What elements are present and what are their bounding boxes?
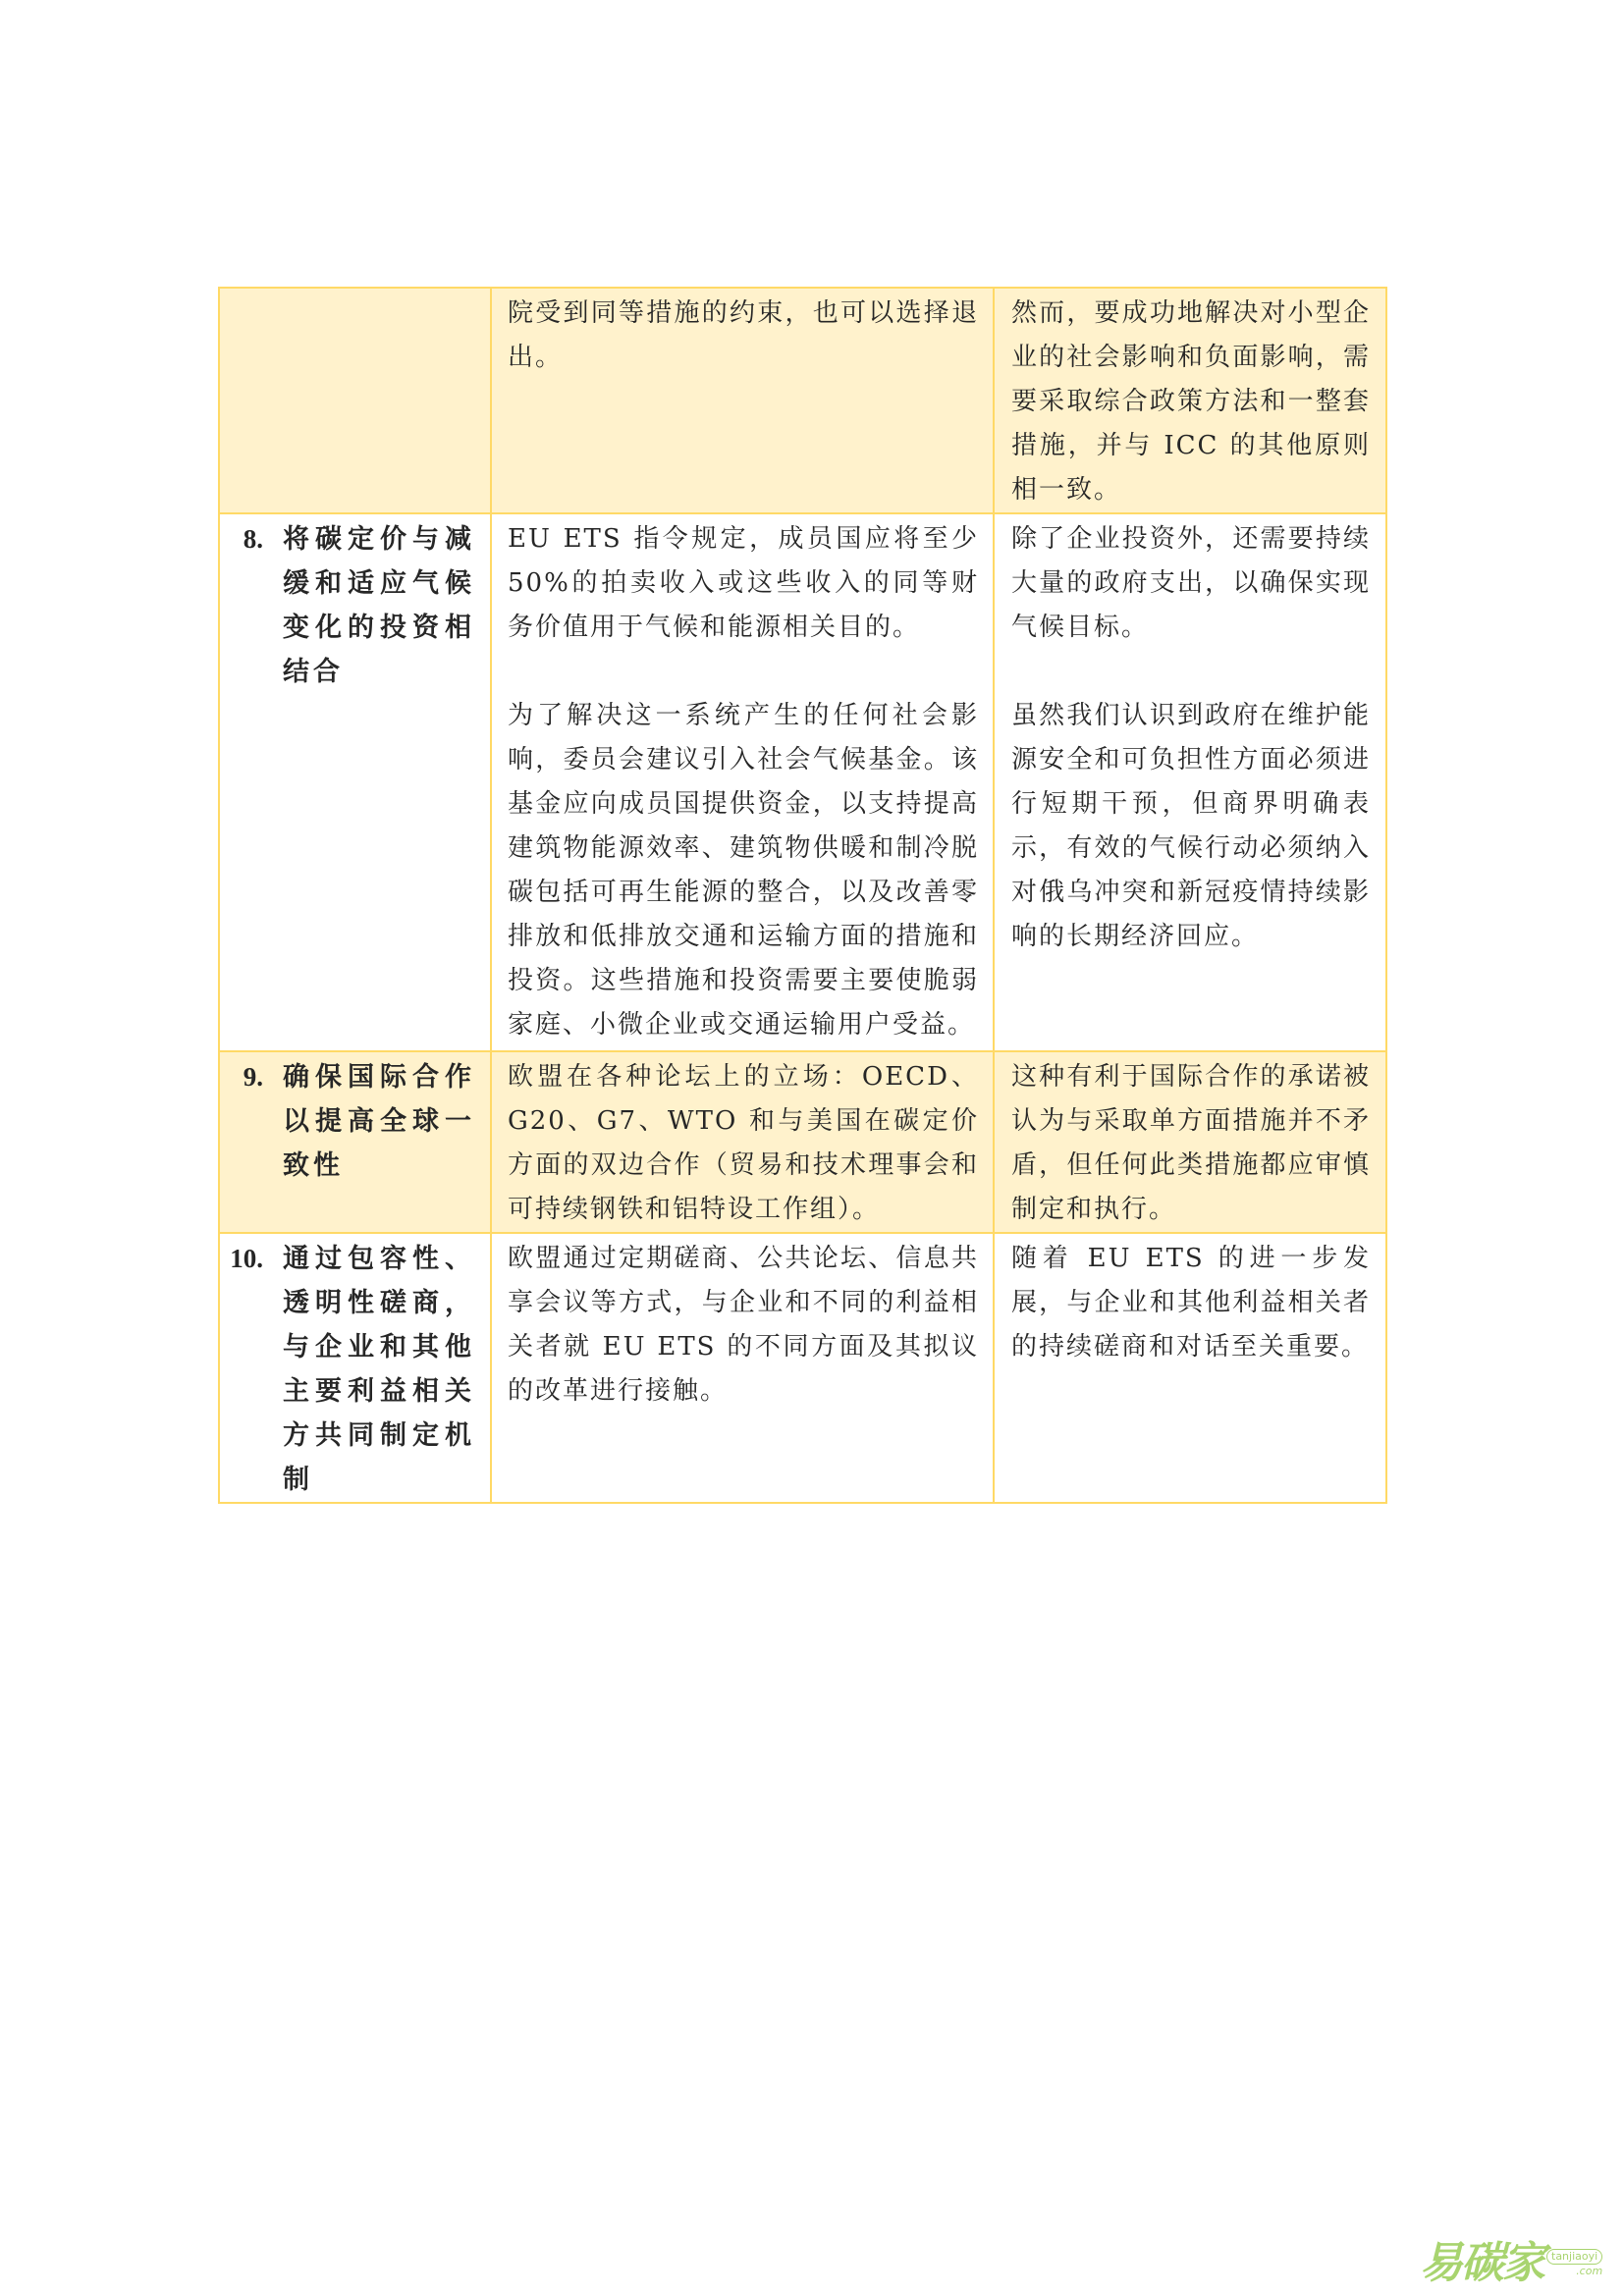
principle-cell bbox=[219, 513, 491, 1051]
principle-cell bbox=[219, 1233, 491, 1503]
principle-number: 9. bbox=[243, 1062, 263, 1092]
paragraph: 除了企业投资外，还需要持续大量的政府支出，以确保实现气候目标。 bbox=[1011, 524, 1371, 642]
comments-cell bbox=[994, 1051, 1386, 1233]
paragraph: 这种有利于国际合作的承诺被认为与采取单方面措施并不矛盾，但任何此类措施都应审慎制定和执行。 bbox=[1011, 1062, 1371, 1224]
measures-cell bbox=[491, 288, 994, 513]
watermark-domain: .com bbox=[1576, 2265, 1603, 2277]
principle-heading bbox=[224, 517, 473, 694]
table-row bbox=[219, 1051, 1386, 1233]
principle-title: 确保国际合作以提高全球一致性 bbox=[283, 1062, 475, 1181]
measures-cell bbox=[491, 513, 994, 1051]
principle-title: 通过包容性、透明性磋商，与企业和其他主要利益相关方共同制定机制 bbox=[283, 1244, 475, 1495]
principle-heading bbox=[224, 1237, 473, 1502]
principles-table bbox=[218, 287, 1387, 1504]
comments-cell bbox=[994, 513, 1386, 1051]
paragraph: 虽然我们认识到政府在维护能源安全和可负担性方面必须进行短期干预，但商界明确表示，有效的气候行动必须纳入对俄乌冲突和新冠疫情持续影响的长期经济回应。 bbox=[1011, 701, 1371, 951]
watermark-brand: 易碳家 bbox=[1420, 2238, 1543, 2288]
table-row bbox=[219, 513, 1386, 1051]
watermark-site-name: tanjiaoyi bbox=[1546, 2249, 1602, 2265]
principle-title: 将碳定价与减缓和适应气候变化的投资相结合 bbox=[283, 524, 475, 687]
table-row bbox=[219, 1233, 1386, 1503]
watermark-site bbox=[1546, 2249, 1602, 2278]
measures-cell bbox=[491, 1051, 994, 1233]
table-row bbox=[219, 288, 1386, 513]
watermark-logo bbox=[1420, 2236, 1612, 2291]
comments-cell bbox=[994, 1233, 1386, 1503]
comments-cell bbox=[994, 288, 1386, 513]
measures-cell bbox=[491, 1233, 994, 1503]
principle-cell bbox=[219, 1051, 491, 1233]
principle-number: 8. bbox=[243, 524, 263, 554]
principle-number: 10. bbox=[230, 1244, 263, 1273]
paragraph: 欧盟在各种论坛上的立场：OECD、G20、G7、WTO 和与美国在碳定价方面的双边合作（贸易和技术理事会和可持续钢铁和铝特设工作组）。 bbox=[508, 1062, 979, 1224]
paragraph: 然而，要成功地解决对小型企业的社会影响和负面影响，需要采取综合政策方法和一整套措施，并与 ICC 的其他原则相一致。 bbox=[1011, 298, 1371, 505]
principle-heading bbox=[224, 1055, 473, 1188]
principle-cell bbox=[219, 288, 491, 513]
paragraph: 院受到同等措施的约束，也可以选择退出。 bbox=[508, 298, 979, 372]
paragraph: EU ETS 指令规定，成员国应将至少 50%的拍卖收入或这些收入的同等财务价值用于气候和能源相关目的。 bbox=[508, 524, 979, 642]
paragraph: 随着 EU ETS 的进一步发展，与企业和其他利益相关者的持续磋商和对话至关重要。 bbox=[1011, 1244, 1371, 1362]
paragraph: 为了解决这一系统产生的任何社会影响，委员会建议引入社会气候基金。该基金应向成员国提供资金，以支持提高建筑物能源效率、建筑物供暖和制冷脱碳包括可再生能源的整合，以及改善零排放和低排放交通和运输方面的措施和投资。这些措施和投资需要主要使脆弱家庭、小微企业或交通运输用户受益。 bbox=[508, 701, 979, 1040]
paragraph: 欧盟通过定期磋商、公共论坛、信息共享会议等方式，与企业和不同的利益相关者就 EU ETS 的不同方面及其拟议的改革进行接触。 bbox=[508, 1244, 979, 1406]
